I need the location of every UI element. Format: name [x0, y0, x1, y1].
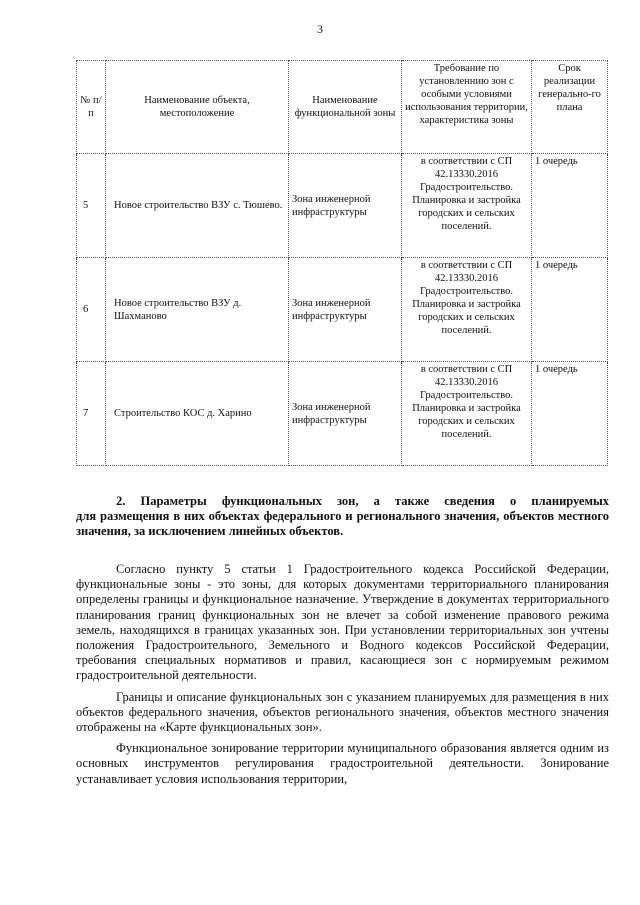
- header-object: Наименование объекта, местоположение: [106, 61, 289, 154]
- table-row: [77, 362, 608, 466]
- row-requirement: в соответствии с СП 42.13330.2016 Градостроительство. Планировка и застройка городских и сельских поселений.: [402, 154, 532, 258]
- paragraph: Согласно пункту 5 статьи 1 Градостроительного кодекса Российской Федерации, функциональные зоны - это зоны, для которых документами территориального планирования определены границы и функциональное назначение. Утверждение в документах территориального планирования границ функциональных зон не влечет за собой изменение правового режима земель, находящихся в границах указанных зон. При установлении территориальных зон учтены положения Градостроительного, Земельного и Водного кодексов Российской Федерации, требования специальных нормативов и правил, касающиеся зон с нормируемым режимом градостроительной деятельности.: [76, 562, 609, 683]
- row-num: 5: [77, 154, 106, 258]
- page-number: 3: [317, 22, 323, 36]
- row-zone: Зона инженерной инфраструктуры: [289, 154, 402, 258]
- row-term: 1 очередь: [532, 258, 608, 362]
- header-num: № п/п: [77, 61, 106, 154]
- row-requirement: в соответствии с СП 42.13330.2016 Градостроительство. Планировка и застройка городских и сельских поселений.: [402, 258, 532, 362]
- body-text: [76, 562, 609, 793]
- section-heading: [76, 494, 609, 539]
- row-num: 7: [77, 362, 106, 466]
- table-row: [77, 258, 608, 362]
- row-term: 1 очередь: [532, 362, 608, 466]
- row-term: 1 очередь: [532, 154, 608, 258]
- row-num: 6: [77, 258, 106, 362]
- section-heading-rest: для размещения в них объектах федерального и регионального значения, объектов местного значения, за исключением линейных объектов.: [76, 509, 609, 538]
- row-object: Строительство КОС д. Харино: [106, 362, 289, 466]
- paragraph: Границы и описание функциональных зон с указанием планируемых для размещения в них объектов федерального значения, объектов регионального значения, объектов местного значения отображены на «Карте функциональных зон».: [76, 689, 609, 735]
- header-zone: Наименование функциональной зоны: [289, 61, 402, 154]
- row-requirement: в соответствии с СП 42.13330.2016 Градостроительство. Планировка и застройка городских и сельских поселений.: [402, 362, 532, 466]
- row-object: Новое строительство ВЗУ с. Тюшево.: [106, 154, 289, 258]
- section-heading-line1: 2. Параметры функциональных зон, а также сведения о планируемых: [116, 494, 609, 508]
- row-zone: Зона инженерной инфраструктуры: [289, 362, 402, 466]
- row-zone: Зона инженерной инфраструктуры: [289, 258, 402, 362]
- planned-objects-table: [76, 60, 608, 466]
- header-requirement: Требование по установленнию зон с особыми условиями использования территории, характеристика зоны: [402, 61, 532, 154]
- table-row: [77, 154, 608, 258]
- paragraph: Функциональное зонирование территории муниципального образования является одним из основных инструментов регулирования градостроительной деятельности. Зонирование устанавливает условия использования территории,: [76, 741, 609, 786]
- table-header-row: [77, 61, 608, 154]
- header-term: Срок реализации генерально-го плана: [532, 61, 608, 154]
- row-object: Новое строительство ВЗУ д. Шахманово: [106, 258, 289, 362]
